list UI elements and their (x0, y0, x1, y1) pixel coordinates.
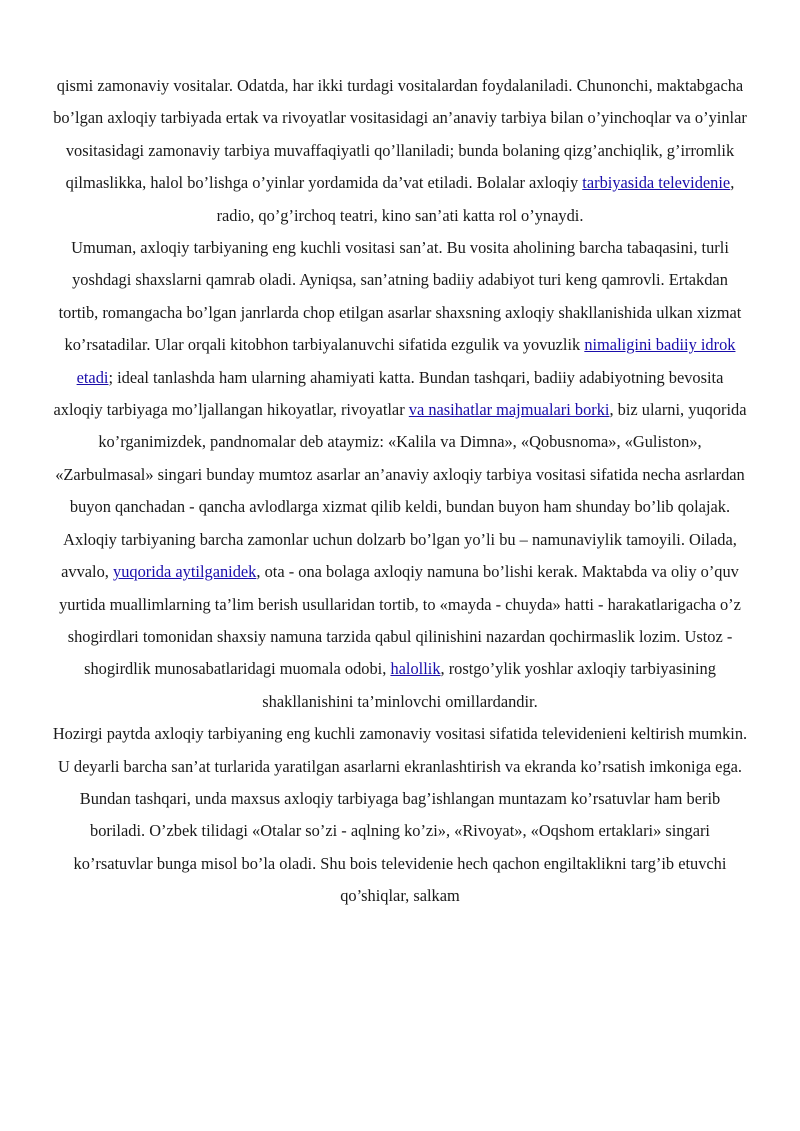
paragraph-text: Hozirgi paytda axloqiy tarbiyaning eng kuchli zamonaviy vositasi sifatida televidenieni keltirish mumkin. U deyarli barcha san’at turlarida yaratilgan asarlarni ekranlashtirish va ekranda ko’rsatish imkoniga ega. Bundan tashqari, unda maxsus axloqiy tarbiyaga bag’ishlangan muntazam ko’rsatuvlar ham berib boriladi. O’zbek tilidagi «Otalar so’zi - aqlning ko’zi», «Rivoyat», «Oqshom ertaklari» singari ko’rsatuvlar bunga misol bo’la oladi. Shu bois televidenie hech qachon engiltaklikni targ’ib etuvchi qo’shiqlar, salkam (52, 724, 748, 906)
paragraph (52, 718, 748, 912)
paragraph-text: , rostgo’ylik yoshlar axloqiy tarbiyasining shakllanishini ta’minlovchi omillardandir. (262, 659, 716, 711)
hyperlink[interactable]: yuqorida aytilganidek (113, 562, 257, 582)
paragraph-text: ; ideal tanlashda ham ularning ahamiyati katta. Bundan tashqari, badiiy adabiyotning bevosita axloqiy tarbiyaga mo’ljallangan hikoyatlar, rivoyatlar (53, 367, 724, 420)
paragraph-text: , radio, qo’g’irchoq teatri, kino san’ati katta rol o’ynaydi. (216, 173, 735, 225)
paragraph-text: qismi zamonaviy vositalar. Odatda, har ikki turdagi vositalardan foydalaniladi. Chunonchi, maktabgacha bo’lgan axloqiy tarbiyada ertak va rivoyatlar vositasidagi an’anaviy tarbiya bilan o’yinchoqlar va o’yinlar vositasidagi zamonaviy tarbiya muvaffaqiyatli qo’llaniladi; bunda bolaning qizg’anchiqlik, g’irromlik qilmaslikka, halol bo’lishga o’yinlar yordamida da’vat etiladi. Bolalar axloqiy (53, 76, 747, 193)
hyperlink[interactable]: halollik (390, 659, 441, 679)
paragraph (52, 70, 748, 232)
hyperlink[interactable]: nimaligini badiiy idrok etadi (76, 335, 736, 387)
hyperlink[interactable]: tarbiyasida televidenie (582, 173, 731, 193)
paragraph (52, 232, 748, 524)
hyperlink[interactable]: va nasihatlar majmualari borki (408, 400, 610, 420)
paragraph-text: Axloqiy tarbiyaning barcha zamonlar uchun dolzarb bo’lgan yo’li bu – namunaviylik tamoyili. Oilada, avvalo, (61, 529, 737, 582)
paragraph (52, 524, 748, 718)
document-page (52, 70, 748, 913)
paragraph-text: , biz ularni, yuqorida ko’rganimizdek, pandnomalar deb ataymiz: «Kalila va Dimna», «Qobusnoma», «Guliston», «Zarbulmasal» singari bunday mumtoz asarlar an’anaviy axloqiy tarbiya vositasi sifatida necha asrlardan buyon qanchadan - qancha avlodlarga xizmat qilib keldi, bundan buyon ham shunday bo’lib qolajak. (55, 400, 747, 517)
paragraph-text: , ota - ona bolaga axloqiy namuna bo’lishi kerak. Maktabda va oliy o’quv yurtida muallimlarning ta’lim berish usullaridan tortib, to «mayda - chuyda» hatti - harakatlarigacha o’z shogirdlari tomonidan shaxsiy namuna tarzida qabul qilinishini nazardan qochirmaslik lozim. Ustoz - shogirdlik munosabatlaridagi muomala odobi, (59, 562, 741, 679)
paragraph-text: Umuman, axloqiy tarbiyaning eng kuchli vositasi san’at. Bu vosita aholining barcha tabaqasini, turli yoshdagi shaxslarni qamrab oladi. Ayniqsa, san’atning badiiy adabiyot turi keng qamrovli. Ertakdan tortib, romangacha bo’lgan janrlarda chop etilgan asarlar shaxsning axloqiy shakllanishida ulkan xizmat ko’rsatadilar. Ular orqali kitobhon tarbiyalanuvchi sifatida ezgulik va yovuzlik (58, 238, 742, 355)
